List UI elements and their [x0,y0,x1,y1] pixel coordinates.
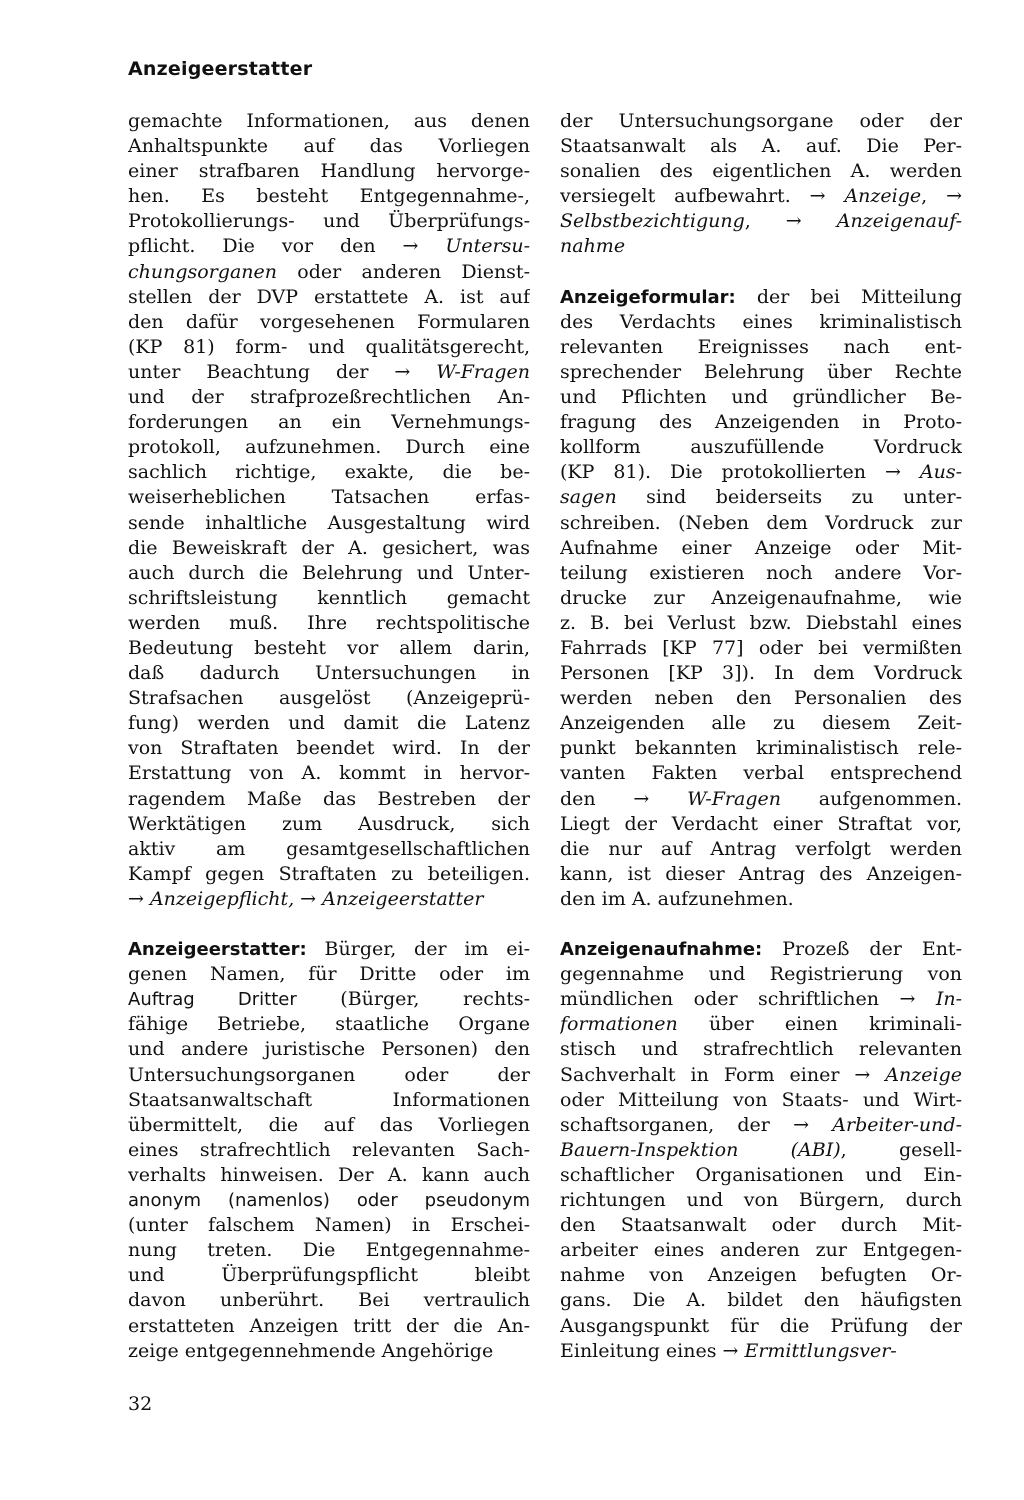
text-line [560,862,962,887]
text-line [560,360,962,385]
cross-reference: chungsorganen [128,260,277,283]
text-line [560,184,962,209]
text-segment: fähige Betriebe, staatliche Organe [128,1013,530,1036]
text-line [128,1037,530,1062]
text-line [128,686,530,711]
text-line [128,611,530,636]
text-line [560,711,962,736]
text-line [560,586,962,611]
text-line [560,1063,962,1088]
text-segment: kann, ist dieser Antrag des Anzeigen- [560,862,962,885]
text-segment: Bürger, der im ei- [306,938,530,961]
cross-reference: W-Fragen [687,787,781,810]
paragraph-gap [128,912,530,937]
text-segment: mündlichen oder schriftlichen → [560,988,936,1011]
text-segment: Prozeß der Ent- [762,938,962,961]
text-segment: und der strafprozeßrechtlichen An- [128,386,530,409]
text-segment: stellen der DVP erstattete A. ist auf [128,285,530,308]
left-column [128,109,530,1364]
text-segment: gegennahme und Registrierung von [560,963,962,986]
text-line [128,285,530,310]
text-segment: hen. Es besteht Entgegennahme-, [128,185,530,208]
text-segment: vanten Fakten verbal entsprechend [560,762,962,785]
text-line [128,1113,530,1138]
emphasis-text: anonym (namenlos) oder pseudonym [128,1190,530,1212]
text-line [128,987,530,1012]
text-segment: Werktätigen zum Ausdruck, sich [128,812,530,835]
emphasis-text: Auftrag Dritter [128,989,297,1011]
text-segment: fragung des Anzeigenden in Proto- [560,411,962,434]
text-line [560,1088,962,1113]
text-segment: sachlich richtige, exakte, die be- [128,461,530,484]
text-line [128,335,530,360]
text-line [128,159,530,184]
text-line [128,561,530,586]
text-segment: Sachverhalt in Form einer → [560,1063,886,1086]
running-header: Anzeigeerstatter [128,58,313,80]
text-line [560,1238,962,1263]
text-segment: oder Mitteilung von Staats- und Wirt- [560,1088,962,1111]
text-line [560,787,962,812]
cross-reference: Ermittlungsver- [744,1339,897,1362]
text-line [560,435,962,460]
cross-reference: nahme [560,235,626,258]
text-segment: Erstattung von A. kommt in hervor- [128,762,530,785]
text-line [560,1138,962,1163]
text-segment: übermittelt, die auf das Vorliegen [128,1113,530,1136]
text-line [128,711,530,736]
text-segment: schaftlicher Organisationen und Ein- [560,1163,962,1186]
text-line [560,209,962,234]
text-line [128,586,530,611]
text-segment: Protokollierungs- und Überprüfungs- [128,210,530,233]
text-segment: aufgenommen. [780,787,962,810]
text-line [128,736,530,761]
text-line [560,1314,962,1339]
text-line [128,1163,530,1188]
text-segment: genen Namen, für Dritte oder im [128,963,530,986]
text-segment: schreiben. (Neben dem Vordruck zur [560,511,962,534]
text-line [128,1188,530,1213]
text-line [560,1213,962,1238]
text-line [560,987,962,1012]
entry-headword: Anzeigeformular: [560,286,736,308]
text-segment: den Staatsanwalt oder durch Mit- [560,1214,962,1237]
text-line [560,159,962,184]
text-line [560,335,962,360]
text-line [560,310,962,335]
cross-reference: Arbeiter-und- [832,1113,962,1136]
text-line [128,937,530,962]
text-segment: der bei Mitteilung [735,285,962,308]
text-line [560,962,962,987]
text-line [560,1339,962,1364]
paragraph-gap [560,260,962,285]
cross-reference: → Anzeigepflicht, → Anzeigeerstatter [128,887,484,910]
text-line [128,1339,530,1364]
text-segment: Aufnahme einer Anzeige oder Mit- [560,536,962,559]
text-segment: , → [921,185,962,208]
text-segment: Staatsanwalt als A. auf. Die Per- [560,135,962,158]
text-line [560,1163,962,1188]
text-line [128,385,530,410]
text-segment: Anzeigenden alle zu diesem Zeit- [560,712,962,735]
text-segment: Einleitung eines → [560,1339,745,1362]
text-segment: , gesell- [840,1138,962,1161]
text-segment: nung treten. Die Entgegennahme- [128,1239,530,1262]
text-segment: eines strafrechtlich relevanten Sach- [128,1138,530,1161]
text-segment: die nur auf Antrag verfolgt werden [560,837,962,860]
text-segment: einer strafbaren Handlung hervorge- [128,160,530,183]
text-segment: relevanten Ereignisses nach ent- [560,335,962,358]
text-line [560,1263,962,1288]
text-segment: und andere juristische Personen) den [128,1038,530,1061]
text-line [128,1314,530,1339]
text-segment: drucke zur Anzeigenaufnahme, wie [560,586,962,609]
right-column [560,109,962,1364]
text-segment: nahme von Anzeigen befugten Or- [560,1264,962,1287]
text-line [560,1113,962,1138]
text-segment: forderungen an ein Vernehmungs- [128,411,530,434]
text-segment: gemachte Informationen, aus denen [128,110,530,132]
text-line [128,134,530,159]
text-segment: die Beweiskraft der A. gesichert, was [128,536,530,559]
text-line [560,385,962,410]
cross-reference: Anzeige [885,1063,962,1086]
text-segment: und Überprüfungspflicht bleibt [128,1264,530,1287]
text-segment: daß dadurch Untersuchungen in [128,662,530,685]
text-line [560,1188,962,1213]
text-line [128,962,530,987]
text-line [560,661,962,686]
text-segment: punkt bekannten kriminalistisch rele- [560,737,962,760]
text-segment: der Untersuchungsorgane oder der [560,110,962,132]
text-line [128,661,530,686]
text-segment: über einen kriminali- [677,1013,962,1036]
text-segment: unter Beachtung der → [128,360,437,383]
cross-reference: In- [935,988,962,1011]
text-line [128,184,530,209]
text-segment: werden neben den Personalien des [560,687,962,710]
text-segment: Ausgangspunkt für die Prüfung der [560,1314,962,1337]
text-segment: (Bürger, rechts- [296,988,530,1011]
text-segment: (KP 81) form- und qualitätsgerecht, [128,335,530,358]
text-line [128,1012,530,1037]
text-segment: Fahrrads [KP 77] oder bei vermißten [560,636,962,659]
cross-reference: sagen [560,486,617,509]
text-segment: (unter falschem Namen) in Erschei- [128,1214,530,1237]
text-line [128,209,530,234]
text-line [128,887,530,912]
text-segment: fung) werden und damit die Latenz [128,712,530,735]
text-line [128,812,530,837]
text-line [128,1238,530,1263]
text-line [128,234,530,259]
text-segment: den dafür vorgesehenen Formularen [128,310,530,333]
cross-reference: Selbstbezichtigung [560,210,745,233]
text-segment: Kampf gegen Straftaten zu beteiligen. [128,862,530,885]
text-line [560,1288,962,1313]
cross-reference: Bauern-Inspektion (ABI) [560,1138,841,1161]
text-segment: teilung existieren noch andere Vor- [560,561,962,584]
text-segment: weiserheblichen Tatsachen erfas- [128,486,530,509]
text-segment: des Verdachts eines kriminalistisch [560,310,962,333]
text-line [128,536,530,561]
text-line [128,787,530,812]
text-segment: und Pflichten und gründlicher Be- [560,386,962,409]
text-segment: ragendem Maße das Bestreben der [128,787,530,810]
text-segment: von Straftaten beendet wird. In der [128,737,530,760]
text-segment: stisch und strafrechtlich relevanten [560,1038,962,1061]
text-segment: aktiv am gesamtgesellschaftlichen [128,837,530,860]
text-line [560,937,962,962]
entry-headword: Anzeigenaufnahme: [560,939,763,961]
cross-reference: formationen [560,1013,678,1036]
text-segment: schaftsorganen, der → [560,1113,833,1136]
text-line [560,536,962,561]
text-line [560,611,962,636]
text-line [128,460,530,485]
text-line [560,485,962,510]
text-segment: Anhaltspunkte auf das Vorliegen [128,135,530,158]
text-line [560,761,962,786]
text-segment: Bedeutung besteht vor allem darin, [128,636,530,659]
text-segment: Staatsanwaltschaft Informationen [128,1088,530,1111]
page-number: 32 [128,1393,153,1415]
text-segment: auch durch die Belehrung und Unter- [128,561,530,584]
text-line [128,1288,530,1313]
text-line [560,410,962,435]
text-line [560,1012,962,1037]
entry-headword: Anzeigeerstatter: [128,939,307,961]
text-line [560,736,962,761]
text-segment: sind beiderseits zu unter- [616,486,962,509]
text-segment: Personen [KP 3]). In dem Vordruck [560,662,962,685]
text-segment: sonalien des eigentlichen A. werden [560,160,962,183]
text-segment: Liegt der Verdacht einer Straftat vor, [560,812,962,835]
text-line [128,761,530,786]
text-line [128,260,530,285]
cross-reference: Anzeige [844,185,922,208]
text-line [128,1263,530,1288]
text-line [560,1037,962,1062]
text-segment: z. B. bei Verlust bzw. Diebstahl eines [560,611,962,634]
text-segment: sprechender Belehrung über Rechte [560,360,962,383]
text-segment: kollform auszufüllende Vordruck [560,436,962,459]
text-segment: protokoll, aufzunehmen. Durch eine [128,436,530,459]
text-segment: pflicht. Die vor den → [128,235,446,258]
text-segment: sende inhaltliche Ausgestaltung wird [128,511,530,534]
text-segment: schriftsleistung kenntlich gemacht [128,586,530,609]
text-line [128,511,530,536]
cross-reference: Aus- [919,461,962,484]
text-segment: arbeiter eines anderen zur Entgegen- [560,1239,962,1262]
text-line [128,485,530,510]
text-line [128,410,530,435]
text-segment: versiegelt aufbewahrt. → [560,185,845,208]
text-line [128,636,530,661]
text-segment: zeige entgegennehmende Angehörige [128,1339,494,1362]
text-line [560,561,962,586]
text-segment: gans. Die A. bildet den häufigsten [560,1289,962,1312]
text-line [560,636,962,661]
text-segment: , → [744,210,837,233]
text-segment: werden muß. Ihre rechtspolitische [128,611,530,634]
cross-reference: Untersu- [445,235,530,258]
text-line [128,1138,530,1163]
paragraph-gap [560,912,962,937]
text-segment: Strafsachen ausgelöst (Anzeigeprü- [128,687,530,710]
text-line [560,887,962,912]
text-line [128,360,530,385]
text-line [560,837,962,862]
cross-reference: W-Fragen [436,360,530,383]
text-line [560,812,962,837]
text-line [128,1088,530,1113]
text-segment: oder anderen Dienst- [277,260,530,283]
text-line [128,862,530,887]
text-line [128,109,530,134]
text-segment: Untersuchungsorganen oder der [128,1063,530,1086]
text-line [128,837,530,862]
text-segment: erstatteten Anzeigen tritt der die An- [128,1314,530,1337]
text-line [128,310,530,335]
text-line [560,109,962,134]
text-segment: davon unberührt. Bei vertraulich [128,1289,530,1312]
text-line [560,460,962,485]
text-line [128,1213,530,1238]
text-segment: verhalts hinweisen. Der A. kann auch [128,1163,530,1186]
text-line [560,134,962,159]
text-segment: (KP 81). Die protokollierten → [560,461,920,484]
text-segment: den im A. aufzunehmen. [560,887,794,910]
text-segment: den → [560,787,688,810]
text-line [560,234,962,259]
cross-reference: Anzeigenauf- [836,210,962,233]
text-line [128,435,530,460]
text-line [560,686,962,711]
text-line [128,1063,530,1088]
text-line [560,511,962,536]
text-segment: richtungen und von Bürgern, durch [560,1189,962,1212]
text-line [560,285,962,310]
